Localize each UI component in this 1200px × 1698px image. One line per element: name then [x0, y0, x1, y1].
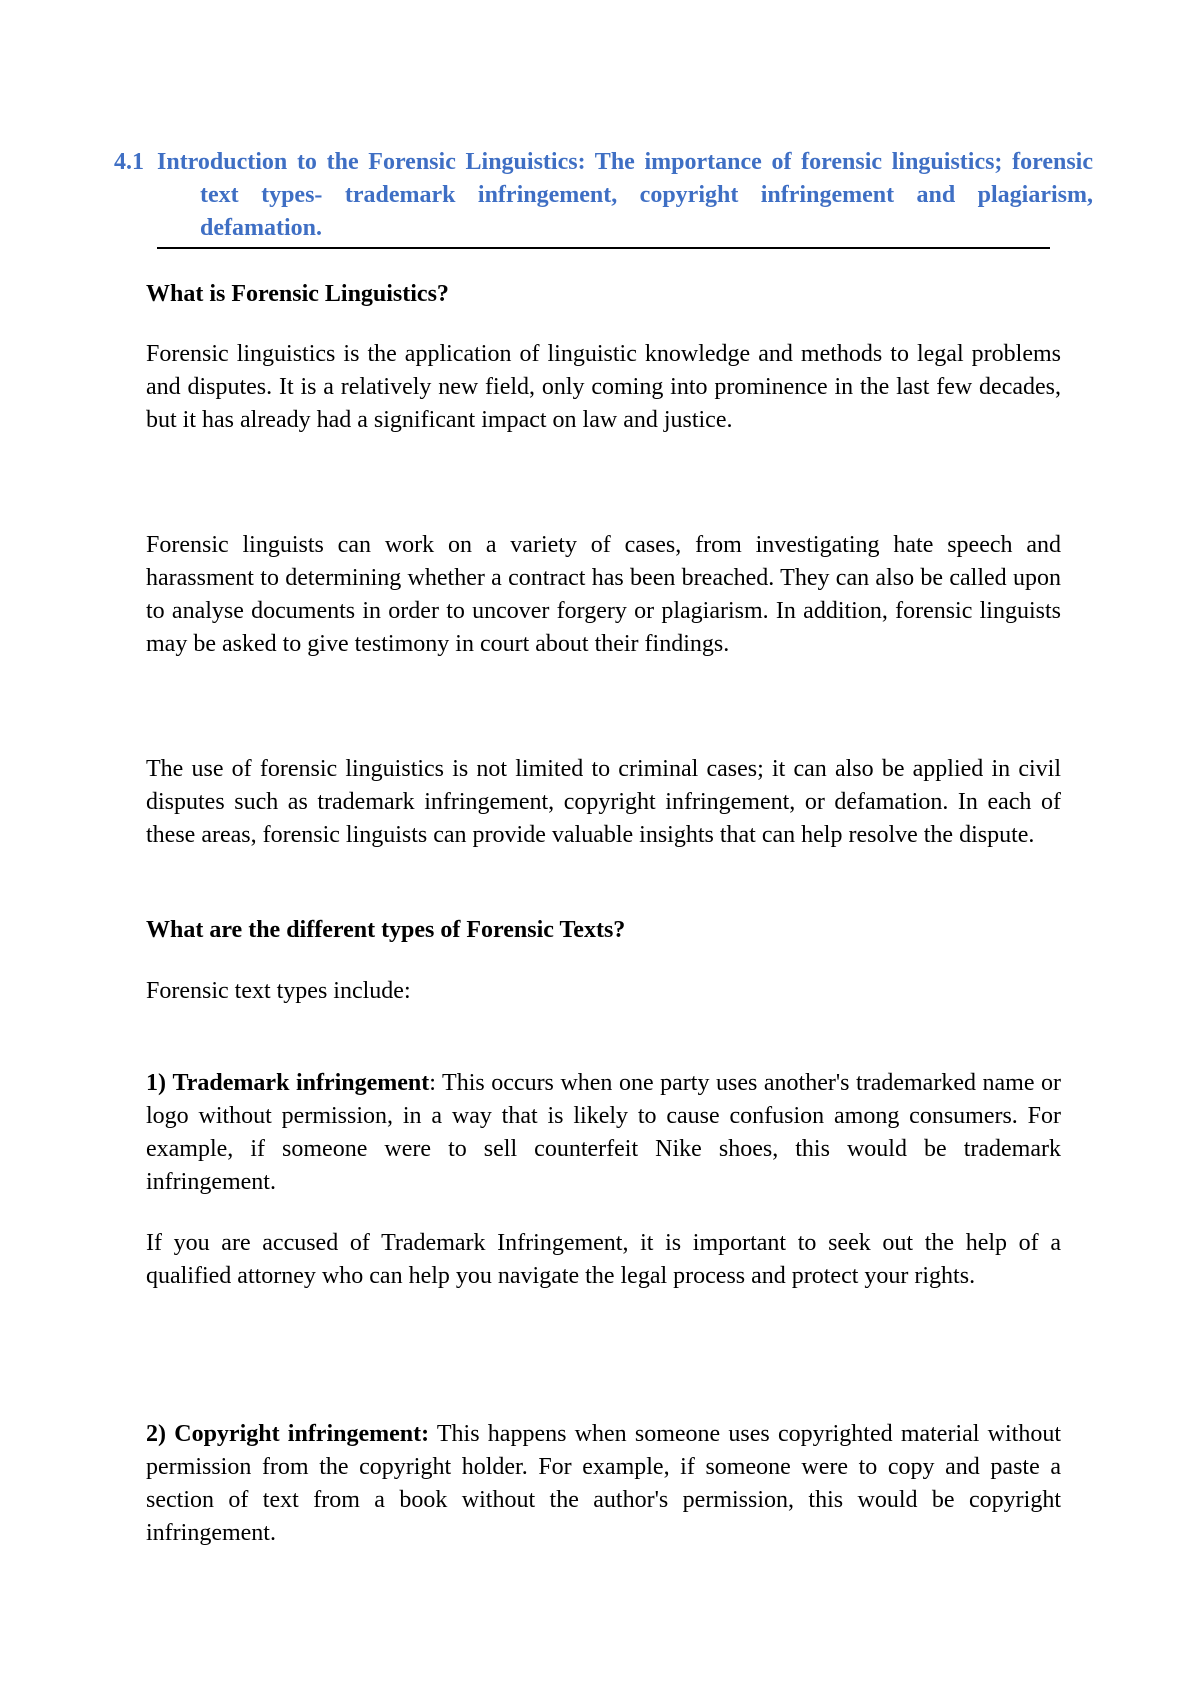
- subheading: What is Forensic Linguistics?: [146, 281, 449, 307]
- paragraph-text: Forensic text types include:: [146, 978, 411, 1004]
- paragraph-1: [146, 338, 1061, 437]
- subheading-what-is: [146, 278, 1061, 311]
- list-item-text: : This occurs when one party uses another's trademarked name or logo without permission, in a way that is likely to cause confusion among consumers. For example, if someone were to sell counterfeit Nike shoes, this would be trademark infringement.: [146, 1070, 1062, 1195]
- list-item-term: Trademark infringement: [172, 1070, 430, 1096]
- paragraph-text: The use of forensic linguistics is not limited to criminal cases; it can also be applied in civil disputes such as trademark infringement, copyright infringement, or defamation. In each of these areas, forensic linguists can provide valuable insights that can help resolve the dispute.: [146, 756, 1061, 848]
- list-item-trademark: [146, 1067, 1061, 1199]
- heading-underline: [157, 247, 1050, 249]
- paragraph-text: Forensic linguists can work on a variety of cases, from investigating hate speech and harassment to determining whether a contract has been breached. They can also be called upon to analyse documents in order to uncover forgery or plagiarism. In addition, forensic linguists may be asked to give testimony in court about their findings.: [146, 532, 1061, 657]
- types-intro: [146, 975, 1061, 1008]
- list-item-number: 1): [146, 1070, 166, 1096]
- paragraph-3: [146, 753, 1061, 852]
- list-item-term: Copyright infringement:: [174, 1421, 430, 1447]
- paragraph-trademark-advice: [146, 1227, 1061, 1293]
- subheading: What are the different types of Forensic Texts?: [146, 917, 626, 943]
- paragraph-2: [146, 529, 1061, 661]
- section-title: Introduction to the Forensic Linguistics: The importance of forensic linguistics; forensic text types- trademark infringement, copyright infringement and plagiarism, defamation.: [157, 149, 1093, 241]
- list-item-number: 2): [146, 1421, 166, 1447]
- paragraph-text: If you are accused of Trademark Infringement, it is important to seek out the help of a qualified attorney who can help you navigate the legal process and protect your rights.: [146, 1230, 1061, 1289]
- list-item-copyright: [146, 1418, 1061, 1550]
- list-item-text: This happens when someone uses copyrighted material without permission from the copyright holder. For example, if someone were to copy and paste a section of text from a book without the author's permission, this would be copyright infringement.: [146, 1421, 1061, 1546]
- subheading-types: [146, 914, 1061, 947]
- section-heading: 4.1 Introduction to the Forensic Linguistics: The importance of forensic linguistics; forensic text types- trademark infringement, copyright infringement and plagiarism, defamation.: [114, 149, 1093, 241]
- paragraph-text: Forensic linguistics is the application of linguistic knowledge and methods to legal problems and disputes. It is a relatively new field, only coming into prominence in the last few decades, but it has already had a significant impact on law and justice.: [146, 341, 1061, 433]
